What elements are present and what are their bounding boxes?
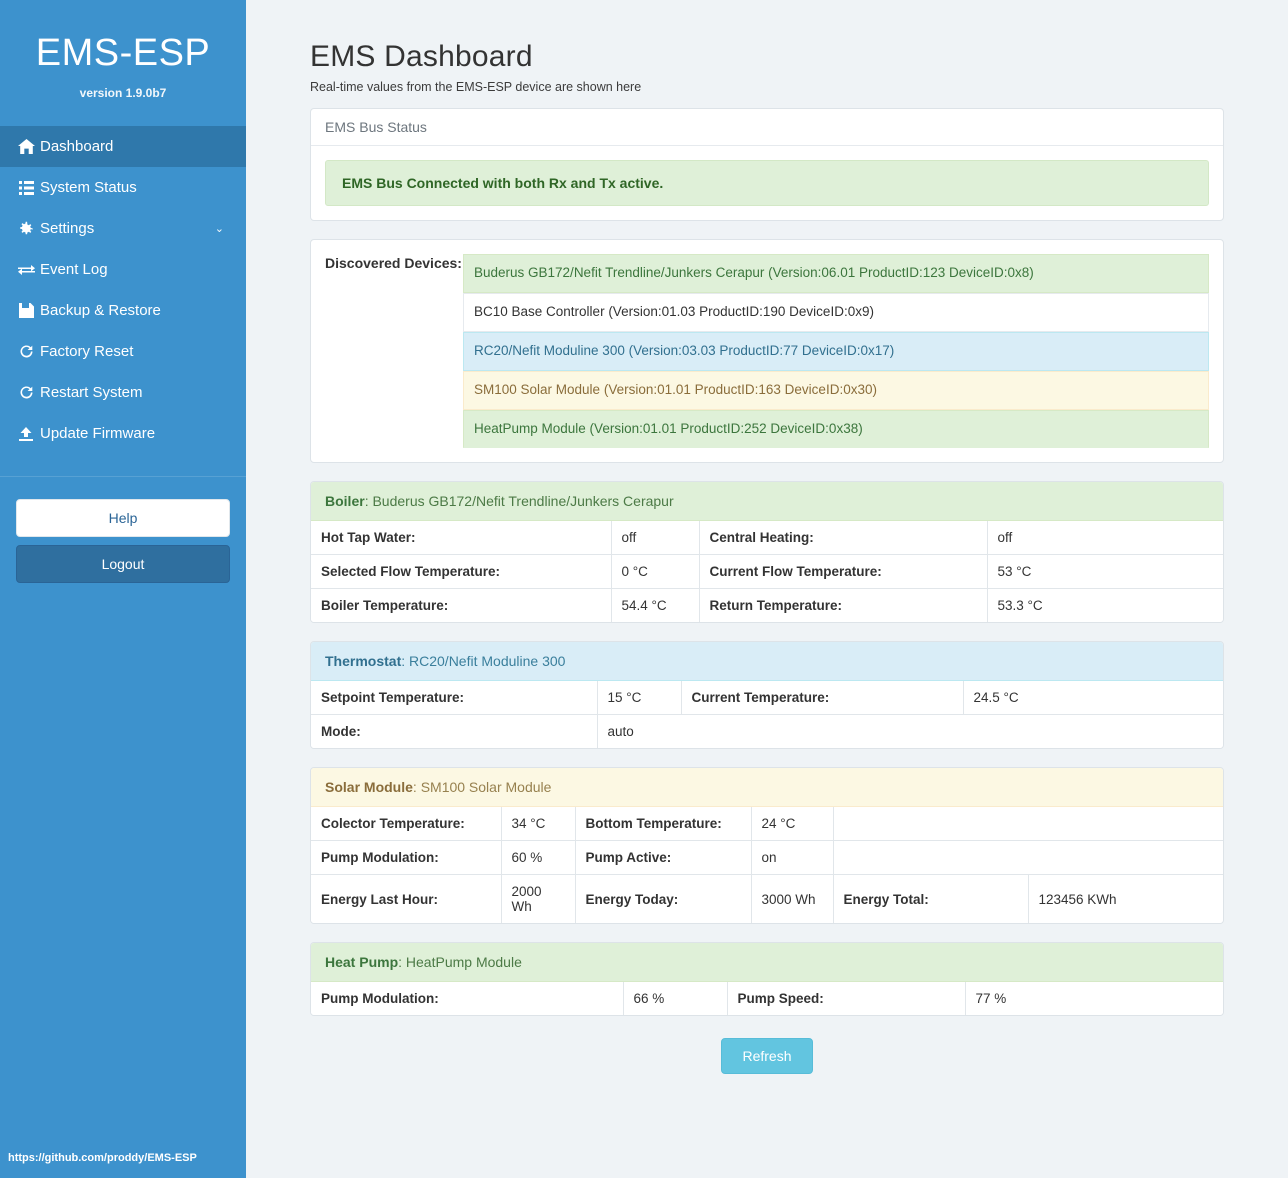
solar-module-card bbox=[310, 767, 1224, 924]
sidebar-item-label: Event Log bbox=[40, 261, 108, 278]
logout-button[interactable]: Logout bbox=[16, 545, 230, 583]
save-icon bbox=[12, 303, 40, 318]
refresh-button[interactable]: Refresh bbox=[721, 1038, 812, 1074]
boiler-device-name: Buderus GB172/Nefit Trendline/Junkers Cerapur bbox=[372, 493, 674, 510]
cell-label: Boiler Temperature: bbox=[311, 589, 611, 623]
github-link[interactable]: https://github.com/proddy/EMS-ESP bbox=[8, 1152, 197, 1164]
sidebar bbox=[0, 0, 246, 1178]
sidebar-item-label: Update Firmware bbox=[40, 425, 156, 442]
cell-empty bbox=[833, 841, 1028, 875]
sidebar-item-label: Backup & Restore bbox=[40, 302, 161, 319]
cell-label: Central Heating: bbox=[699, 521, 987, 555]
heat-pump-card bbox=[310, 942, 1224, 1016]
main-content bbox=[246, 0, 1288, 1178]
cell-value: 54.4 °C bbox=[611, 589, 699, 623]
heatpump-title: Heat Pump bbox=[325, 954, 399, 971]
solar-title: Solar Module bbox=[325, 779, 413, 796]
cell-empty bbox=[833, 807, 1028, 841]
cell-value: auto bbox=[597, 715, 1223, 749]
cell-value: 34 °C bbox=[501, 807, 575, 841]
cell-label: Bottom Temperature: bbox=[575, 807, 751, 841]
cell-value: 53.3 °C bbox=[987, 589, 1223, 623]
cell-label: Current Temperature: bbox=[681, 681, 963, 715]
sidebar-item-update-firmware[interactable] bbox=[0, 413, 246, 454]
sidebar-buttons bbox=[0, 477, 246, 583]
refresh-wrap bbox=[310, 1038, 1224, 1074]
refresh-icon bbox=[12, 344, 40, 359]
sidebar-item-settings[interactable] bbox=[0, 208, 246, 249]
heatpump-sep: : bbox=[398, 954, 406, 971]
list-item: RC20/Nefit Moduline 300 (Version:03.03 ProductID:77 DeviceID:0x17) bbox=[463, 332, 1209, 371]
table-row bbox=[311, 555, 1223, 589]
ems-bus-status-body bbox=[311, 146, 1223, 220]
gear-icon bbox=[12, 221, 40, 237]
cell-label: Pump Modulation: bbox=[311, 841, 501, 875]
sidebar-item-restart-system[interactable] bbox=[0, 372, 246, 413]
cell-label: Current Flow Temperature: bbox=[699, 555, 987, 589]
discovered-devices-label: Discovered Devices: bbox=[325, 255, 462, 271]
sidebar-item-label: Settings bbox=[40, 220, 95, 237]
discovered-devices-panel bbox=[310, 239, 1224, 463]
discovered-devices-list bbox=[463, 254, 1209, 448]
solar-table bbox=[311, 807, 1223, 923]
sidebar-item-label: Factory Reset bbox=[40, 343, 134, 360]
sidebar-item-system-status[interactable] bbox=[0, 167, 246, 208]
exchange-icon bbox=[12, 264, 40, 276]
brand-title: EMS-ESP bbox=[35, 32, 211, 74]
heatpump-card-header bbox=[311, 943, 1223, 982]
sidebar-item-label: System Status bbox=[40, 179, 137, 196]
list-item: Buderus GB172/Nefit Trendline/Junkers Cerapur (Version:06.01 ProductID:123 DeviceID:0x8) bbox=[463, 254, 1209, 293]
boiler-sep: : bbox=[364, 493, 373, 510]
cell-label: Pump Speed: bbox=[727, 982, 965, 1015]
heatpump-device-name: HeatPump Module bbox=[405, 954, 522, 971]
thermostat-card bbox=[310, 641, 1224, 749]
table-row bbox=[311, 841, 1223, 875]
cell-value: 77 % bbox=[965, 982, 1223, 1015]
sidebar-item-event-log[interactable] bbox=[0, 249, 246, 290]
list-item: HeatPump Module (Version:01.01 ProductID:252 DeviceID:0x38) bbox=[463, 410, 1209, 449]
chevron-down-icon: ⌄ bbox=[214, 223, 224, 235]
brand bbox=[0, 0, 246, 122]
cell-value: 123456 KWh bbox=[1028, 875, 1223, 924]
table-row bbox=[311, 875, 1223, 924]
solar-card-header bbox=[311, 768, 1223, 807]
list-item: BC10 Base Controller (Version:01.03 ProductID:190 DeviceID:0x9) bbox=[463, 293, 1209, 332]
table-row bbox=[311, 715, 1223, 749]
table-row bbox=[311, 521, 1223, 555]
thermostat-sep: : bbox=[401, 653, 410, 670]
cell-value: 60 % bbox=[501, 841, 575, 875]
cell-empty bbox=[1028, 807, 1223, 841]
cell-label: Pump Modulation: bbox=[311, 982, 623, 1015]
table-row bbox=[311, 807, 1223, 841]
table-row bbox=[311, 681, 1223, 715]
restart-icon bbox=[12, 385, 40, 400]
cell-value: 24.5 °C bbox=[963, 681, 1223, 715]
home-icon bbox=[12, 139, 40, 154]
boiler-table bbox=[311, 521, 1223, 622]
cell-empty bbox=[1028, 841, 1223, 875]
cell-value: off bbox=[611, 521, 699, 555]
sidebar-item-label: Dashboard bbox=[40, 138, 114, 155]
sidebar-item-label: Restart System bbox=[40, 384, 143, 401]
cell-label: Pump Active: bbox=[575, 841, 751, 875]
table-row bbox=[311, 982, 1223, 1015]
ems-bus-status-title: EMS Bus Status bbox=[311, 109, 1223, 146]
brand-version: version 1.9.0b7 bbox=[79, 86, 167, 100]
cell-value: 3000 Wh bbox=[751, 875, 833, 924]
cell-label: Energy Today: bbox=[575, 875, 751, 924]
cell-value: 24 °C bbox=[751, 807, 833, 841]
heatpump-table bbox=[311, 982, 1223, 1015]
upload-icon bbox=[12, 427, 40, 441]
solar-sep: : bbox=[412, 779, 421, 796]
sidebar-item-factory-reset[interactable] bbox=[0, 331, 246, 372]
cell-label: Hot Tap Water: bbox=[311, 521, 611, 555]
thermostat-device-name: RC20/Nefit Moduline 300 bbox=[409, 653, 566, 670]
page-subtitle: Real-time values from the EMS-ESP device are shown here bbox=[310, 80, 642, 94]
sidebar-item-backup-restore[interactable] bbox=[0, 290, 246, 331]
sidebar-nav bbox=[0, 126, 246, 454]
cell-value: 0 °C bbox=[611, 555, 699, 589]
discovered-devices-wrap bbox=[311, 240, 1223, 462]
table-row bbox=[311, 589, 1223, 623]
solar-device-name: SM100 Solar Module bbox=[420, 779, 552, 796]
ems-bus-status-panel bbox=[310, 108, 1224, 221]
cell-label: Energy Last Hour: bbox=[311, 875, 501, 924]
sidebar-item-dashboard[interactable] bbox=[0, 126, 246, 167]
thermostat-card-header bbox=[311, 642, 1223, 681]
cell-value: off bbox=[987, 521, 1223, 555]
boiler-title: Boiler bbox=[325, 493, 365, 510]
cell-value: 2000 Wh bbox=[501, 875, 575, 924]
page-title: EMS Dashboard bbox=[310, 40, 533, 73]
help-button[interactable]: Help bbox=[16, 499, 230, 537]
cell-value: 66 % bbox=[623, 982, 727, 1015]
status-icon bbox=[12, 181, 40, 195]
cell-value: 53 °C bbox=[987, 555, 1223, 589]
cell-label: Return Temperature: bbox=[699, 589, 987, 623]
bus-status-alert: EMS Bus Connected with both Rx and Tx active. bbox=[325, 160, 1209, 206]
boiler-card bbox=[310, 481, 1224, 623]
cell-value: 15 °C bbox=[597, 681, 681, 715]
cell-label: Energy Total: bbox=[833, 875, 1028, 924]
cell-label: Colector Temperature: bbox=[311, 807, 501, 841]
list-item: SM100 Solar Module (Version:01.01 ProductID:163 DeviceID:0x30) bbox=[463, 371, 1209, 410]
thermostat-table bbox=[311, 681, 1223, 748]
cell-label: Mode: bbox=[311, 715, 597, 749]
cell-value: on bbox=[751, 841, 833, 875]
thermostat-title: Thermostat bbox=[325, 653, 402, 670]
cell-label: Setpoint Temperature: bbox=[311, 681, 597, 715]
cell-label: Selected Flow Temperature: bbox=[311, 555, 611, 589]
boiler-card-header bbox=[311, 482, 1223, 521]
